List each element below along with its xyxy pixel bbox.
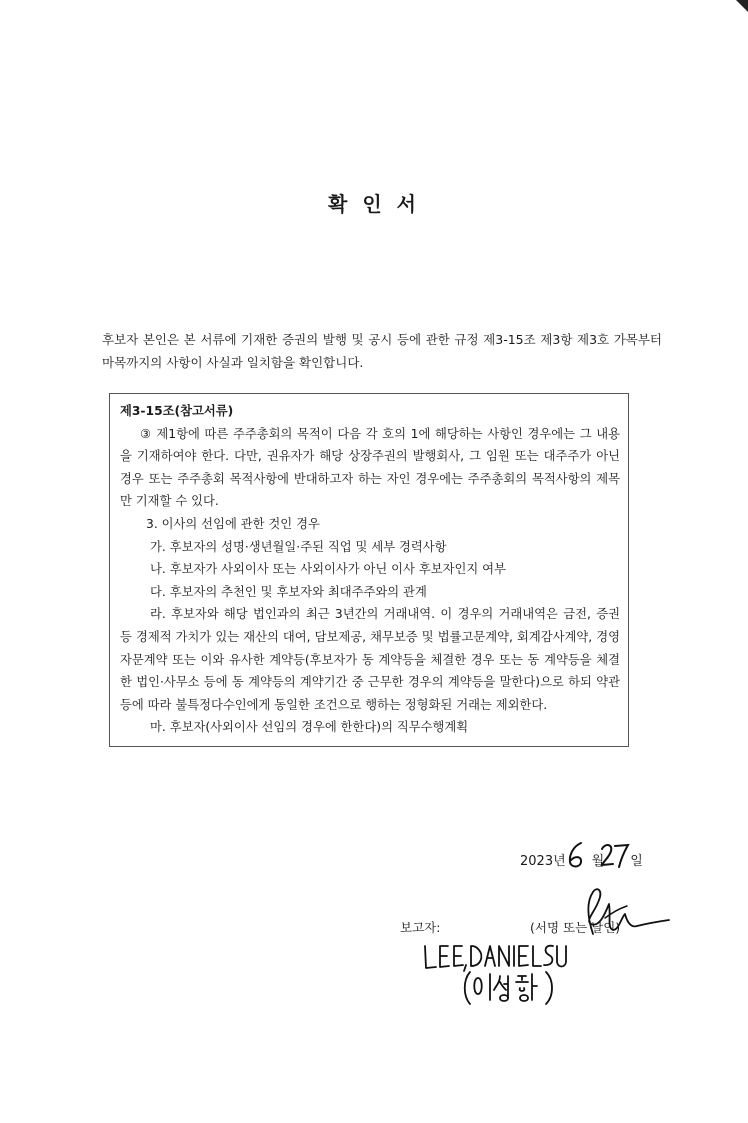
rule-paragraph-3: ③ 제1항에 따른 주주총회의 목적이 다음 각 호의 1에 해당하는 사항인 경우에는 그 내용을 기재하여야 한다. 다만, 권유자가 해당 상장주권의 발행회사, 그 임원 또는 대주주가 아닌 경우 또는 주주총회 목적사항에 반대하고자 하는 자인 경우에는 주주총회의 목적사항의 제목만 기재할 수 있다. bbox=[120, 426, 620, 509]
date-month-unit: 월 bbox=[591, 854, 605, 869]
confirmation-statement: 후보자 본인은 본 서류에 기재한 증권의 발행 및 공시 등에 관한 규정 제3-15조 제3항 제3호 가목부터 마목까지의 사항이 사실과 일치함을 확인합니다. bbox=[102, 332, 662, 370]
page-corner-mark bbox=[730, 0, 748, 18]
date-year: 2023년 bbox=[520, 854, 566, 869]
rule-heading: 제3-15조(참고서류) bbox=[120, 404, 234, 418]
reporter-label: 보고자: bbox=[400, 920, 441, 935]
rule-subitem-da: 다. 후보자의 추천인 및 후보자와 최대주주와의 관계 bbox=[150, 584, 427, 599]
rule-item-3: 3. 이사의 선임에 관한 것인 경우 bbox=[146, 516, 320, 531]
handwritten-signature bbox=[565, 884, 675, 944]
handwritten-korean-name bbox=[460, 968, 560, 1008]
date-day-unit: 일 bbox=[630, 854, 643, 869]
handwritten-day bbox=[600, 840, 630, 870]
rule-excerpt-box bbox=[109, 393, 629, 747]
page-title: 확 인 서 bbox=[328, 192, 420, 216]
rule-subitem-ga: 가. 후보자의 성명·생년월일·주된 직업 및 세부 경력사항 bbox=[150, 539, 447, 554]
signature-instruction: (서명 또는 날인) bbox=[530, 920, 621, 935]
rule-subitem-ra: 라. 후보자와 해당 법인과의 최근 3년간의 거래내역. 이 경우의 거래내역은 금전, 증권 등 경제적 가치가 있는 재산의 대여, 담보제공, 채무보증 및 법률고문계약, 회계감사계약, 경영자문계약 또는 이와 유사한 계약등(후보자가 동 계약등을 체결한 경우 또는 동 계약등을 체결한 법인·사무소 등에 동 계약등의 계약기간 중 근무한 경우의 계약등을 말한다)으로 하되 약관 등에 따라 불특정다수인에게 동일한 조건으로 행하는 정형화된 거래는 제외한다. bbox=[120, 607, 620, 712]
handwritten-month bbox=[566, 840, 588, 870]
rule-subitem-na: 나. 후보자가 사외이사 또는 사외이사가 아닌 이사 후보자인지 여부 bbox=[150, 562, 506, 577]
rule-subitem-ma: 마. 후보자(사외이사 선임의 경우에 한한다)의 직무수행계획 bbox=[150, 720, 469, 735]
